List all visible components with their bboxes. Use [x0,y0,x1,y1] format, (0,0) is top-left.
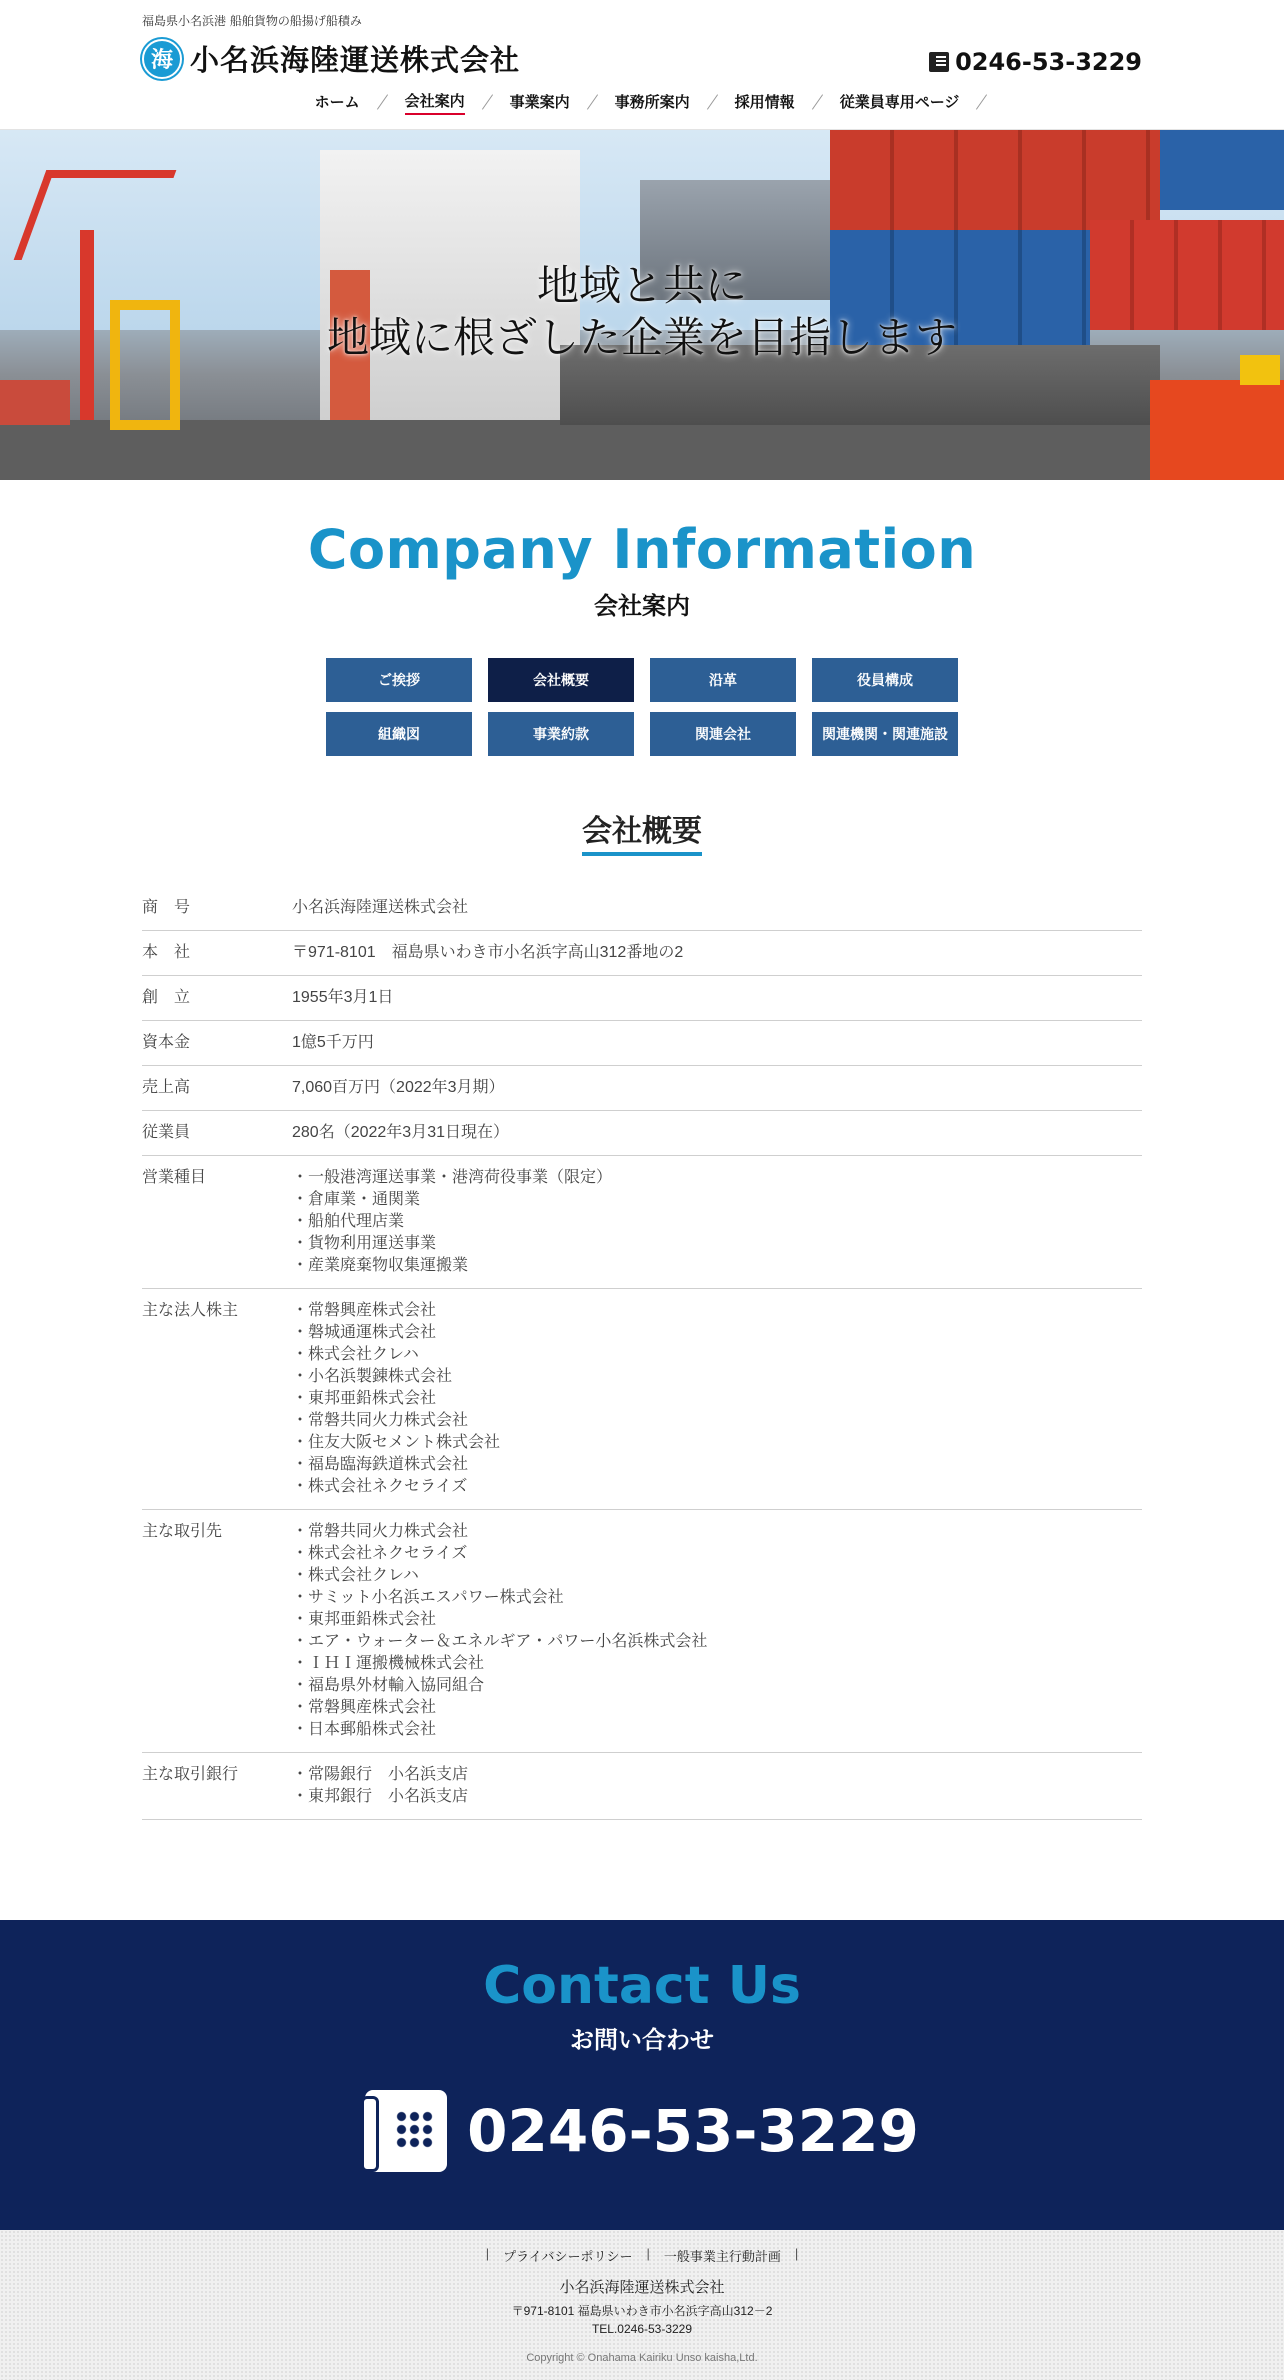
subnav-related-facilities[interactable]: 関連機関・関連施設 [812,712,958,756]
subnav-history[interactable]: 沿革 [650,658,796,702]
list-item: ・常磐興産株式会社 [292,1302,437,1319]
list-item: ・株式会社クレハ [292,1567,419,1584]
overview-heading-text: 会社概要 [582,806,702,856]
list-item: ・日本郵船株式会社 [292,1721,437,1738]
nav-separator [976,94,987,109]
header-tagline: 福島県小名浜港 船舶貨物の船揚げ船積み [142,14,362,28]
row-label: 主な法人株主 [142,1302,239,1319]
table-row [142,1021,1142,1066]
subnav-officers[interactable]: 役員構成 [812,658,958,702]
list-item: ・住友大阪セメント株式会社 [292,1434,501,1451]
hero-truck [1150,380,1284,480]
hero-title-line2: 地域に根ざした企業を目指します [326,313,957,362]
table-row-shareholders [142,1289,1142,1510]
list-item: ・産業廃棄物収集運搬業 [292,1257,469,1274]
nav-company[interactable]: 会社案内 [405,88,465,115]
logo-mark-icon: 海 [142,39,182,79]
hero-banner [0,130,1284,480]
nav-business[interactable]: 事業案内 [509,93,570,111]
footer-link-privacy[interactable]: プライバシーポリシー [503,2249,633,2264]
list-item: ・船舶代理店業 [292,1213,405,1230]
row-value: 小名浜海陸運送株式会社 [292,899,469,916]
table-row-business [142,1156,1142,1289]
site-logo[interactable] [142,38,520,79]
list-item: ・貨物利用運送事業 [292,1235,437,1252]
list-item: ・株式会社ネクセライズ [292,1545,468,1562]
footer-copyright: Copyright © Onahama Kairiku Unso kaisha,Ltd. [526,2352,758,2364]
footer-tel: TEL.0246-53-3229 [591,2322,693,2336]
row-label: 資本金 [142,1034,191,1051]
list-item: ・東邦亜鉛株式会社 [292,1611,437,1628]
site-header [0,0,1284,130]
section-title-en: Company Information [307,518,977,581]
nav-offices[interactable]: 事務所案内 [614,93,690,111]
row-value-list [292,1167,1142,1277]
main-nav [0,88,1284,115]
site-footer [0,2230,1284,2380]
row-value-list [292,1521,1142,1741]
nav-separator [587,94,598,109]
company-overview-table [142,886,1142,1820]
row-value: 1955年3月1日 [292,989,394,1006]
row-label: 本 社 [142,944,191,961]
row-label: 商 号 [142,899,191,916]
hero-title-line1: 地域と共に [536,261,747,310]
footer-company: 小名浜海陸運送株式会社 [559,2279,725,2296]
list-item: ・常磐興産株式会社 [292,1699,437,1716]
list-item: ・株式会社クレハ [292,1346,419,1363]
subnav-overview[interactable]: 会社概要 [488,658,634,702]
list-item: ・株式会社ネクセライズ [292,1478,468,1495]
footer-links [0,2246,1284,2265]
overview-heading [0,806,1284,856]
list-item: ・小名浜製錬株式会社 [292,1368,453,1385]
nav-home[interactable]: ホーム [314,93,360,111]
row-label: 創 立 [142,989,191,1006]
row-label: 主な取引銀行 [142,1766,239,1783]
subnav-org-chart[interactable]: 組織図 [326,712,472,756]
row-value: 1億5千万円 [292,1034,374,1051]
table-row [142,931,1142,976]
row-label: 売上高 [142,1079,191,1096]
table-row [142,976,1142,1021]
contact-title-ja: お問い合わせ [570,2026,714,2054]
subnav-greeting[interactable]: ご挨拶 [326,658,472,702]
telephone-icon [365,2090,447,2172]
hero-container-blue-right [1160,130,1284,210]
hero-container-stack-red [830,130,1160,230]
list-item: ・東邦銀行 小名浜支店 [292,1788,469,1805]
footer-address: 〒971-8101 福島県いわき市小名浜字高山312－2 [511,2304,773,2318]
row-label: 営業種目 [142,1169,207,1186]
list-item: ・常磐共同火力株式会社 [292,1412,469,1429]
list-item: ・ＩＨＩ運搬機械株式会社 [292,1655,485,1672]
list-item: ・福島臨海鉄道株式会社 [292,1456,469,1473]
nav-separator [377,94,388,109]
row-label: 主な取引先 [142,1523,223,1540]
list-item: ・磐城通運株式会社 [292,1324,437,1341]
phone-icon [929,52,949,72]
hero-ground [0,420,1284,480]
list-item: ・エア・ウォーター＆エネルギア・パワー小名浜株式会社 [292,1633,708,1650]
nav-recruit[interactable]: 採用情報 [734,93,795,111]
header-phone-number: 0246-53-3229 [955,48,1142,76]
list-item: ・一般港湾運送事業・港湾荷役事業（限定） [292,1169,613,1186]
row-value: 280名（2022年3月31日現在） [292,1124,509,1141]
table-row-banks [142,1753,1142,1820]
footer-link-divider: | [794,2246,799,2261]
nav-separator [482,94,493,109]
row-value-list [292,1300,1142,1498]
table-row [142,1111,1142,1156]
nav-separator [812,94,823,109]
hero-title [0,260,1284,364]
company-subnav [326,658,958,756]
footer-link-action-plan[interactable]: 一般事業主行動計画 [663,2249,781,2264]
table-row [142,1066,1142,1111]
contact-title-en: Contact Us [483,1956,801,2016]
contact-section [0,1920,1284,2230]
list-item: ・常陽銀行 小名浜支店 [292,1766,469,1783]
nav-separator [707,94,718,109]
contact-phone-number: 0246-53-3229 [467,2097,919,2165]
company-name: 小名浜海陸運送株式会社 [190,43,521,77]
nav-employees[interactable]: 従業員専用ページ [839,93,960,111]
table-row [142,886,1142,931]
row-value: 〒971-8101 福島県いわき市小名浜字高山312番地の2 [292,944,684,961]
header-phone[interactable] [929,48,1142,76]
list-item: ・サミット小名浜エスパワー株式会社 [292,1589,564,1606]
footer-link-divider: | [485,2246,490,2261]
list-item: ・倉庫業・通関業 [292,1191,421,1208]
table-row-clients [142,1510,1142,1753]
footer-link-divider: | [646,2246,650,2261]
list-item: ・福島県外材輸入協同組合 [292,1677,485,1694]
row-label: 従業員 [142,1124,191,1141]
row-value-list [292,1764,1142,1808]
section-title-ja: 会社案内 [594,592,690,620]
subnav-affiliates[interactable]: 関連会社 [650,712,796,756]
hero-containers-left [0,380,70,425]
list-item: ・東邦亜鉛株式会社 [292,1390,437,1407]
list-item: ・常磐共同火力株式会社 [292,1523,469,1540]
contact-phone[interactable] [0,2090,1284,2172]
subnav-terms[interactable]: 事業約款 [488,712,634,756]
row-value: 7,060百万円（2022年3月期） [292,1079,505,1096]
